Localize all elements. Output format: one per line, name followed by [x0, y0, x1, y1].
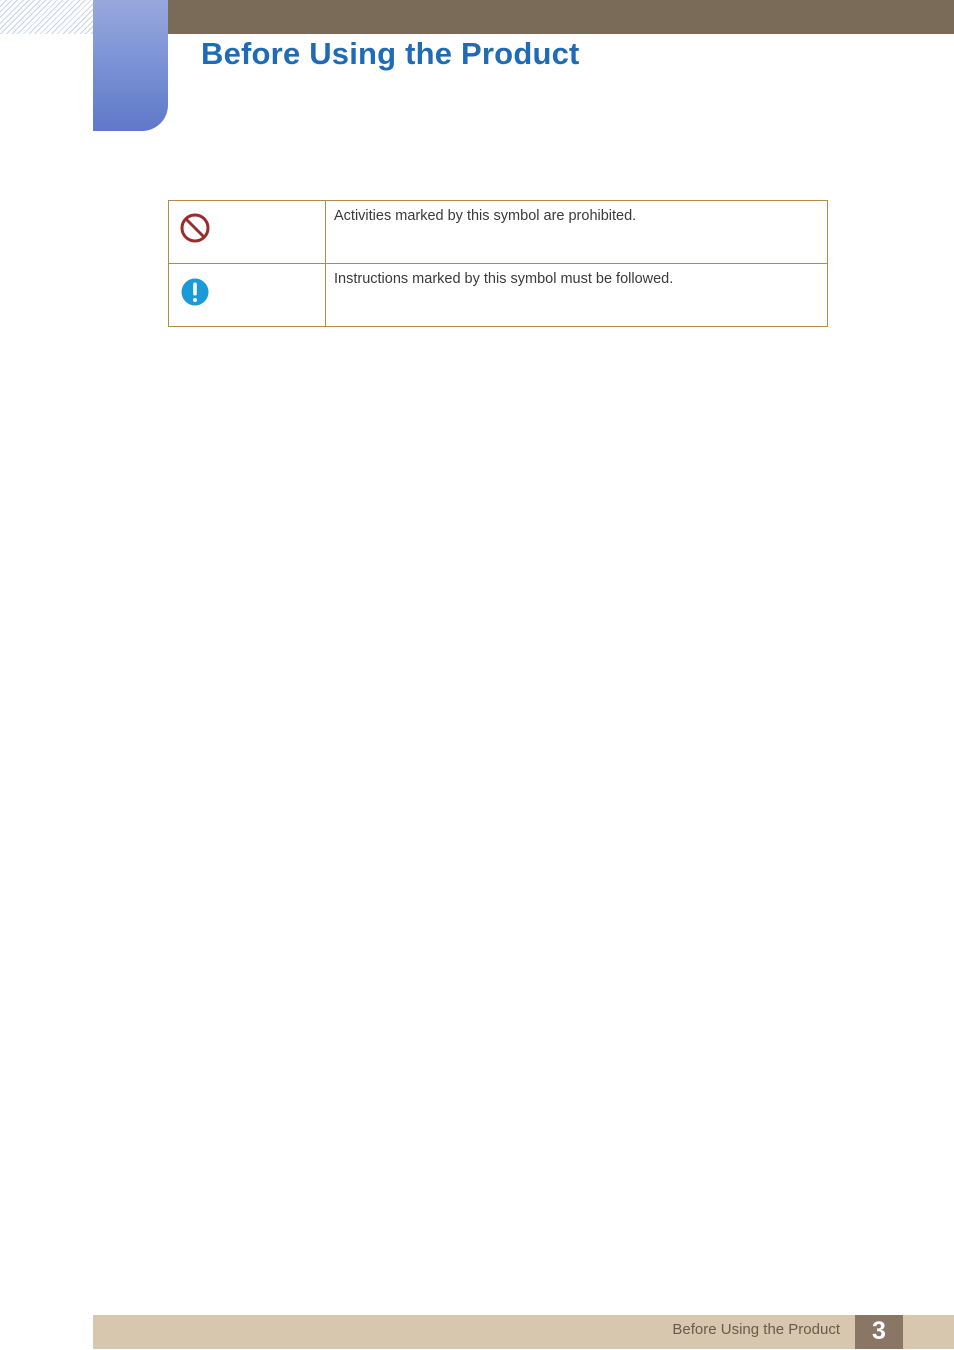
prohibited-icon [179, 212, 211, 244]
page-number: 3 [855, 1315, 903, 1349]
table-row [169, 201, 828, 264]
table-row [169, 264, 828, 327]
footer-section-title: Before Using the Product [672, 1321, 840, 1338]
symbol-table [168, 200, 828, 327]
chapter-tab [93, 0, 168, 131]
exclamation-icon [180, 277, 210, 307]
symbol-cell [169, 201, 326, 264]
symbol-cell [169, 264, 326, 327]
symbol-description: Instructions marked by this symbol must be followed. [326, 264, 828, 327]
header-hatch-pattern [0, 0, 93, 34]
header-bar [168, 0, 954, 34]
symbol-description: Activities marked by this symbol are prohibited. [326, 201, 828, 264]
page-title: Before Using the Product [201, 36, 580, 71]
